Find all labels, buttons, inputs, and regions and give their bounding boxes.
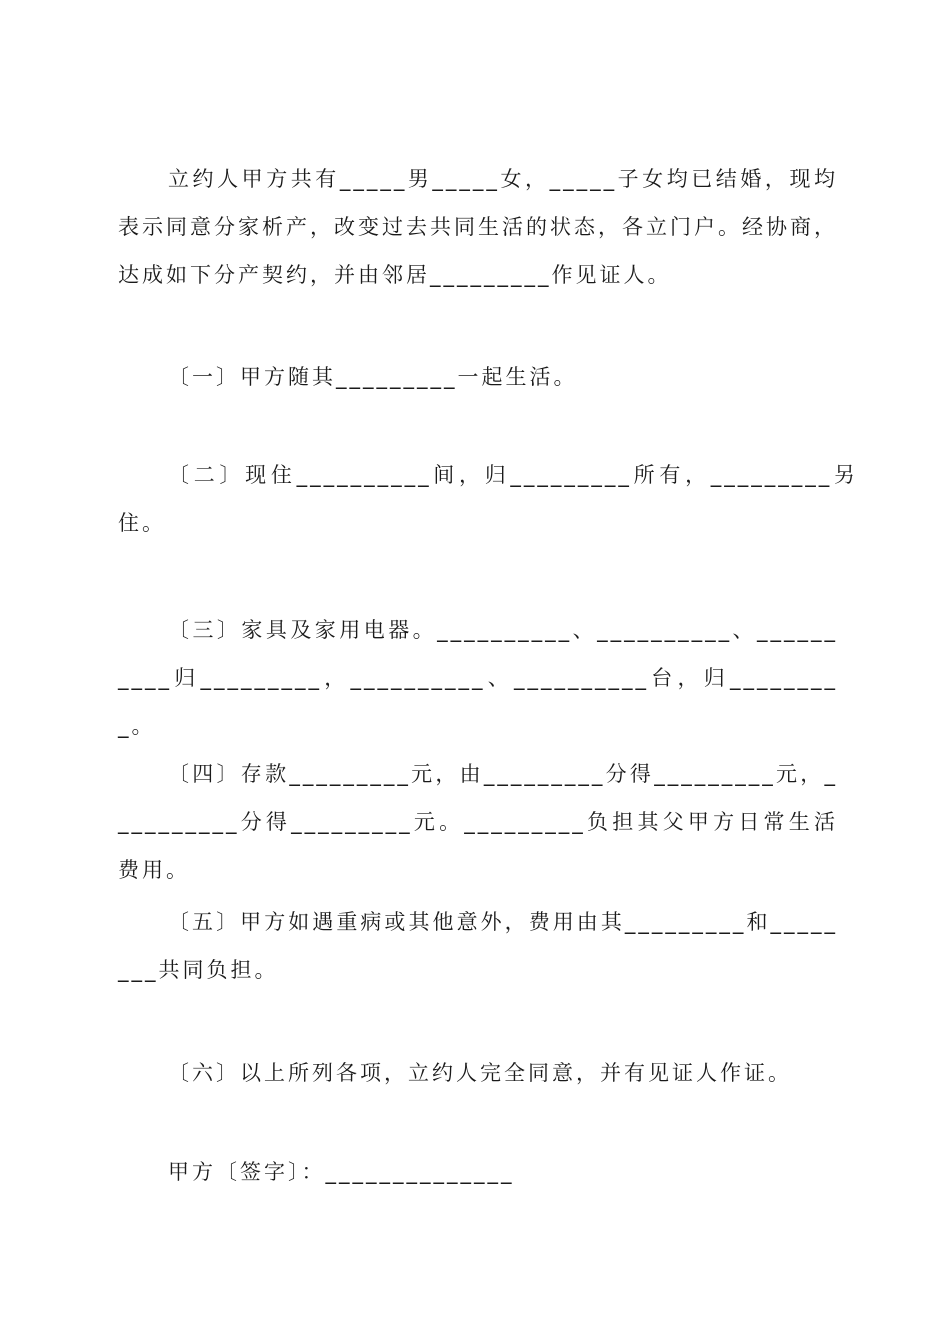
clause-2: 〔二〕现住__________间，归_________所有，_________另住。: [118, 463, 858, 535]
clause-3: 〔三〕家具及家用电器。__________、__________、__________归_________，__________、__________台，归_________。: [118, 618, 838, 738]
clause-1: 〔一〕甲方随其_________一起生活。: [168, 365, 578, 389]
clause-5: 〔五〕甲方如遇重病或其他意外，费用由其_________和________共同负担。: [118, 910, 838, 982]
clause-4: 〔四〕存款_________元，由_________分得_________元，__________分得_________元。_________负担其父甲方日常生活费用。: [118, 762, 838, 882]
clause-6: 〔六〕以上所列各项，立约人完全同意，并有见证人作证。: [168, 1061, 792, 1085]
intro-paragraph: 立约人甲方共有_____男_____女，_____子女均已结婚，现均表示同意分家析产，改变过去共同生活的状态，各立门户。经协商，达成如下分产契约，并由邻居_________作见证人。: [118, 167, 838, 287]
signature-line: 甲方〔签字〕：______________: [168, 1160, 515, 1184]
